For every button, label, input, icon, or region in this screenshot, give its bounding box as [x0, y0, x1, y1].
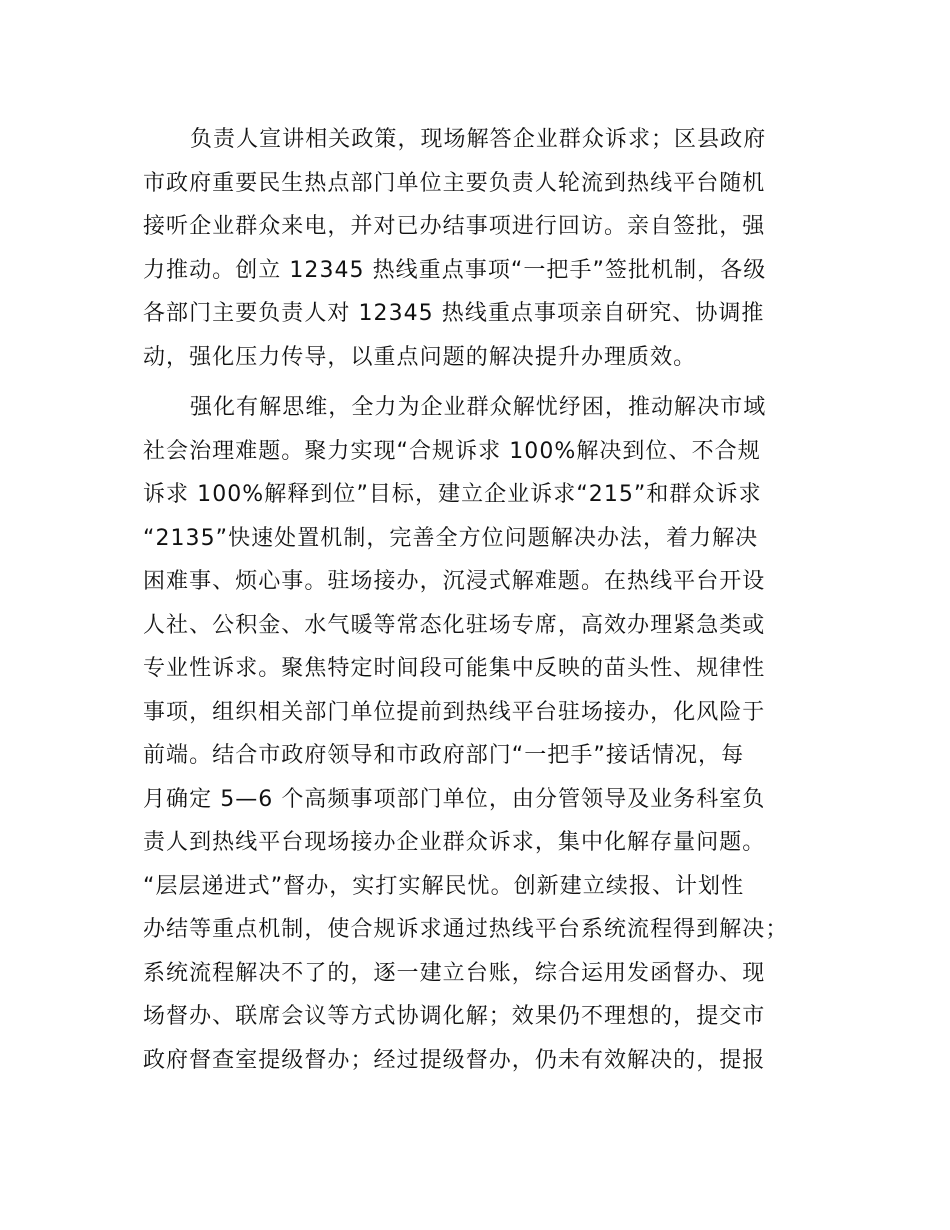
paragraph-2-line-11: 责人到热线平台现场接办企业群众诉求，集中化解存量问题。: [143, 830, 766, 855]
paragraph-1-line-6: 动，强化压力传导，以重点问题的解决提升办理质效。: [143, 345, 697, 370]
paragraph-2-line-9: 前端。结合市政府领导和市政府部门“一把手”接话情况，每: [143, 743, 745, 768]
paragraph-2-line-6: 人社、公积金、水气暖等常态化驻场专席，高效办理紧急类或: [143, 613, 766, 638]
paragraph-2-line-12: “层层递进式”督办，实打实解民忧。创新建立续报、计划性: [143, 874, 745, 899]
paragraph-2-line-14: 系统流程解决不了的，逐一建立台账，综合运用发函督办、现: [143, 961, 766, 986]
paragraph-2-line-10: 月确定 5—6 个高频事项部门单位，由分管领导及业务科室负: [143, 787, 766, 812]
paragraph-2-line-16: 政府督查室提级督办；经过提级督办，仍未有效解决的，提报: [143, 1048, 766, 1073]
paragraph-2-line-2: 社会治理难题。聚力实现“合规诉求 100%解决到位、不合规: [143, 439, 761, 464]
paragraph-1-line-2: 市政府重要民生热点部门单位主要负责人轮流到热线平台随机: [143, 171, 766, 196]
paragraph-1-line-3: 接听企业群众来电，并对已办结事项进行回访。亲自签批，强: [143, 214, 766, 239]
paragraph-2-line-3: 诉求 100%解释到位”目标，建立企业诉求“215”和群众诉求: [143, 482, 762, 507]
paragraph-2-line-1: 强化有解思维，全力为企业群众解忧纾困，推动解决市域: [190, 395, 767, 420]
paragraph-2-line-13: 办结等重点机制，使合规诉求通过热线平台系统流程得到解决；: [143, 917, 789, 942]
paragraph-1-line-4: 力推动。创立 12345 热线重点事项“一把手”签批机制，各级: [143, 258, 767, 283]
paragraph-2-line-8: 事项，组织相关部门单位提前到热线平台驻场接办，化风险于: [143, 700, 766, 725]
paragraph-1-line-5: 各部门主要负责人对 12345 热线重点事项亲自研究、协调推: [143, 301, 765, 326]
paragraph-2-line-15: 场督办、联席会议等方式协调化解；效果仍不理想的，提交市: [143, 1004, 766, 1029]
paragraph-2-line-4: “2135”快速处置机制，完善全方位问题解决办法，着力解决: [143, 526, 759, 551]
paragraph-2-line-7: 专业性诉求。聚焦特定时间段可能集中反映的苗头性、规律性: [143, 656, 766, 681]
paragraph-1-line-1: 负责人宣讲相关政策，现场解答企业群众诉求；区县政府: [190, 127, 767, 152]
paragraph-2-line-5: 困难事、烦心事。驻场接办，沉浸式解难题。在热线平台开设: [143, 569, 766, 594]
